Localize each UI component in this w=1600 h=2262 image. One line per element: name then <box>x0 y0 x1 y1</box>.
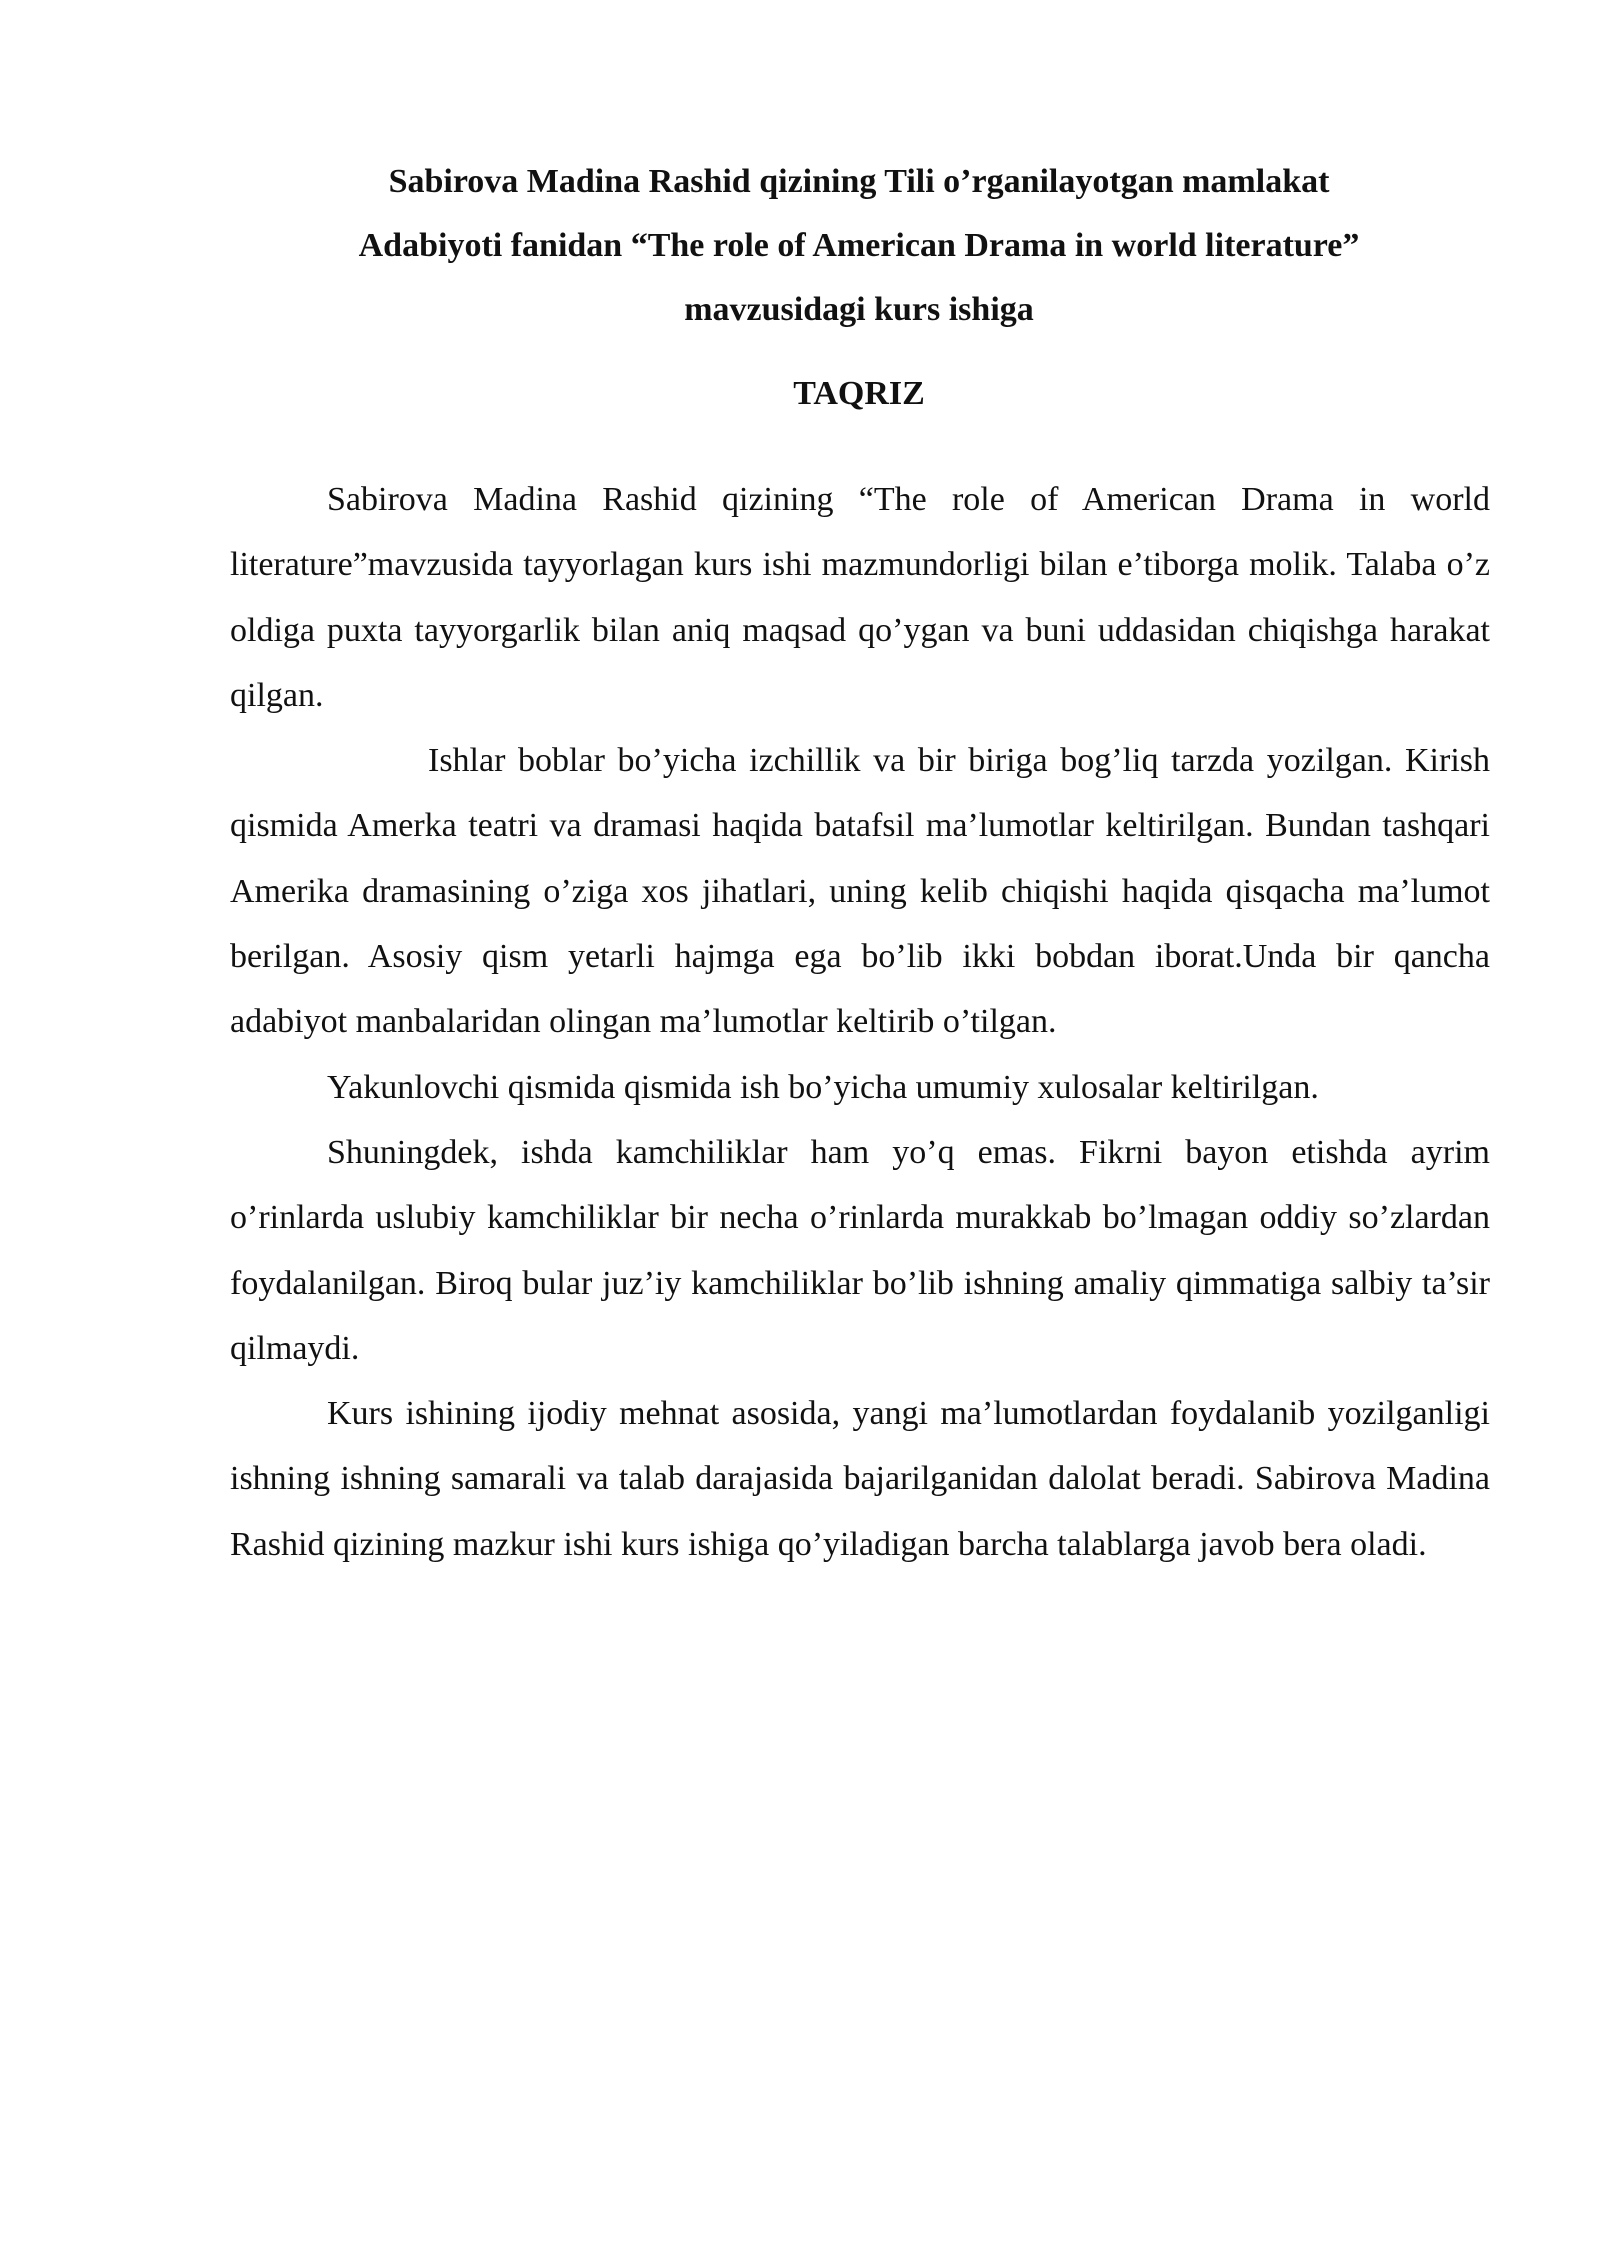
paragraph-final-assessment: Kurs ishining ijodiy mehnat asosida, yangi ma’lumotlardan foydalanib yozilganligi ishning ishning samarali va talab darajasida bajarilganidan dalolat beradi. Sabirova Madina Rashid qizining mazkur ishi kurs ishiga qo’yiladigan barcha talablarga javob bera oladi. <box>230 1395 1490 1563</box>
paragraph-intro: Sabirova Madina Rashid qizining “The role of American Drama in world literature”mavzusida tayyorlagan kurs ishi mazmundorligi bilan e’tiborga molik. Talaba o’z oldiga puxta tayyorgarlik bilan aniq maqsad qo’ygan va buni uddasidan chiqishga harakat qilgan. <box>230 481 1490 714</box>
paragraph-shortcomings: Shuningdek, ishda kamchiliklar ham yo’q emas. Fikrni bayon etishda ayrim o’rinlarda uslubiy kamchiliklar bir necha o’rinlarda murakkab bo’lmagan oddiy so’zlardan foydalanilgan. Biroq bular juz’iy kamchiliklar bo’lib ishning amaliy qimmatiga salbiy ta’sir qilmaydi. <box>230 1133 1490 1367</box>
review-body <box>230 467 1490 1577</box>
paragraph-conclusion-section: Yakunlovchi qismida qismida ish bo’yicha umumiy xulosalar keltirilgan. <box>327 1068 1319 1106</box>
review-heading: TAQRIZ <box>793 375 925 412</box>
title-line-3: mavzusidagi kurs ishiga <box>684 291 1034 328</box>
title-line-1: Sabirova Madina Rashid qizining Tili o’rganilayotgan mamlakat <box>388 163 1330 200</box>
paragraph-structure: Ishlar boblar bo’yicha izchillik va bir biriga bog’liq tarzda yozilgan. Kirish qismida Amerka teatri va dramasi haqida batafsil ma’lumotlar keltirilgan. Bundan tashqari Amerika dramasining o’ziga xos jihatlari, uning kelib chiqishi haqida qisqacha ma’lumot berilgan. Asosiy qism yetarli hajmga ega bo’lib ikki bobdan iborat.Unda bir qancha adabiyot manbalaridan olingan ma’lumotlar keltirib o’tilgan. <box>230 742 1490 1041</box>
title-line-2: Adabiyoti fanidan “The role of American Drama in world literature” <box>358 227 1360 264</box>
document-title <box>230 150 1488 342</box>
